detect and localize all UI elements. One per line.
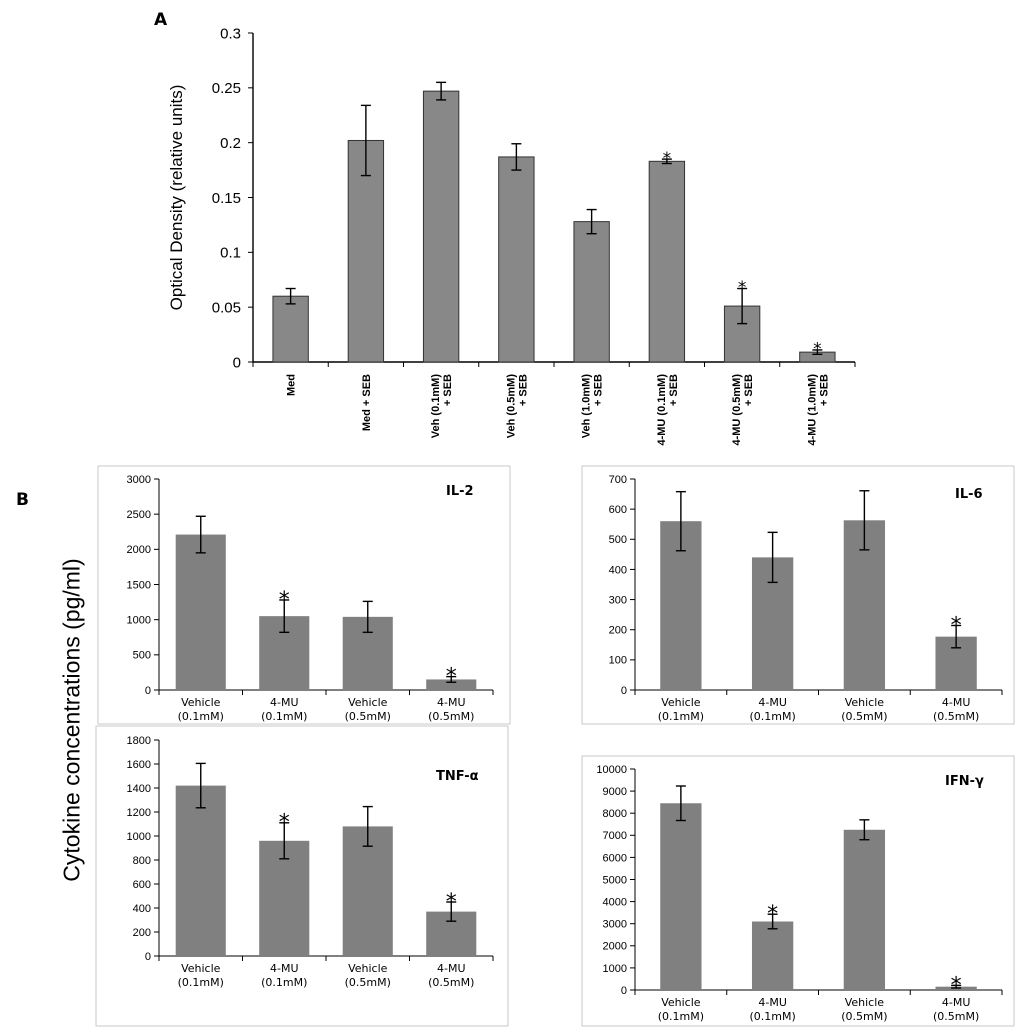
y-tick-label: 5000 <box>602 874 627 887</box>
significance-star: * <box>950 613 962 639</box>
y-tick-label: 1200 <box>126 806 151 819</box>
y-tick-label: 3000 <box>126 473 151 486</box>
y-tick-label: 1500 <box>126 579 151 592</box>
x-category-label: 4-MU <box>758 996 787 1009</box>
x-category-label: 4-MU <box>436 962 466 975</box>
significance-star: * <box>278 810 290 836</box>
y-tick-label: 400 <box>608 564 627 577</box>
x-category-label-line: + SEB <box>743 374 756 407</box>
y-axis-label: Optical Density (relative units) <box>167 84 186 311</box>
x-category-label: 4-MU <box>269 962 299 975</box>
x-category-label: (0.5mM) <box>428 976 475 989</box>
bar <box>844 830 885 990</box>
x-category-label-line: + SEB <box>818 374 831 407</box>
x-category-label-line: Veh (1.0mM) <box>580 374 593 439</box>
x-category-label: (0.5mM) <box>841 1010 888 1023</box>
x-category-label: 4-MU <box>941 996 971 1009</box>
y-tick-label: 1600 <box>126 758 151 771</box>
bar <box>660 803 701 990</box>
x-category-label: 4-MU <box>941 696 971 709</box>
x-category-label: Vehicle <box>181 696 221 709</box>
x-category-label: 4-MU <box>269 696 299 709</box>
y-tick-label: 4000 <box>602 896 627 909</box>
x-category-label: (0.1mM) <box>177 710 224 723</box>
x-category-label-line: + SEB <box>667 374 680 407</box>
x-category-label-line: Med <box>285 374 298 396</box>
y-tick-label: 500 <box>132 649 151 662</box>
significance-star: * <box>950 973 962 999</box>
chart-title: IL-6 <box>955 487 983 502</box>
x-category-label: (0.1mM) <box>177 976 224 989</box>
shared-y-axis-label-text: Cytokine concentrations (pg/ml) <box>58 558 85 882</box>
significance-star: * <box>445 889 457 915</box>
x-category-label: (0.5mM) <box>428 710 475 723</box>
y-tick-label: 9000 <box>602 785 627 798</box>
y-tick-label: 0.15 <box>211 189 241 207</box>
y-tick-label: 0 <box>144 684 151 697</box>
x-category-label-line: + SEB <box>517 374 530 407</box>
y-tick-label: 500 <box>608 534 627 547</box>
x-category-label: (0.1mM) <box>749 710 796 723</box>
x-category-label: (0.1mM) <box>261 976 308 989</box>
significance-star: * <box>662 148 672 169</box>
x-category-label-line: 4-MU (1.0mM) <box>806 374 819 446</box>
y-tick-label: 1800 <box>126 734 151 747</box>
y-tick-label: 0.2 <box>220 134 241 152</box>
y-tick-label: 0 <box>620 984 627 997</box>
y-tick-label: 1400 <box>126 782 151 795</box>
y-tick-label: 8000 <box>602 808 627 821</box>
x-category-label: Vehicle <box>348 962 388 975</box>
x-category-label: (0.5mM) <box>932 1010 980 1023</box>
y-tick-label: 2000 <box>126 544 151 557</box>
significance-star: * <box>813 339 822 360</box>
x-category-label: Vehicle <box>844 996 885 1009</box>
x-category-label: (0.1mM) <box>749 1010 796 1023</box>
y-tick-label: 3000 <box>602 918 627 931</box>
x-category-label: (0.1mM) <box>261 710 308 723</box>
x-category-label: (0.1mM) <box>657 710 705 723</box>
y-tick-label: 1000 <box>602 962 627 975</box>
y-tick-label: 7000 <box>602 830 627 843</box>
x-category-label: 4-MU <box>436 696 466 709</box>
bar <box>752 921 793 990</box>
y-tick-label: 10000 <box>596 763 627 776</box>
y-tick-label: 400 <box>132 902 151 915</box>
y-tick-label: 200 <box>608 624 627 637</box>
chart-title: TNF-α <box>436 769 479 784</box>
chart-title: IL-2 <box>446 484 474 499</box>
x-category-label-line: + SEB <box>592 374 605 407</box>
y-tick-label: 100 <box>608 654 627 667</box>
x-category-label: Vehicle <box>844 696 885 709</box>
y-tick-label: 600 <box>608 503 627 516</box>
x-category-label: (0.5mM) <box>841 710 888 723</box>
x-category-label: (0.1mM) <box>657 1010 705 1023</box>
y-tick-label: 0 <box>232 354 241 372</box>
y-tick-label: 1000 <box>126 830 151 843</box>
x-category-label: (0.5mM) <box>344 976 391 989</box>
y-tick-label: 0.05 <box>211 299 241 317</box>
y-tick-label: 2000 <box>602 940 627 953</box>
x-category-label: Vehicle <box>181 962 221 975</box>
y-tick-label: 600 <box>132 878 151 891</box>
x-category-label-line: 4-MU (0.1mM) <box>655 374 668 446</box>
y-tick-label: 0 <box>620 684 627 697</box>
x-category-label: 4-MU <box>758 696 787 709</box>
x-category-label: Vehicle <box>661 996 701 1009</box>
x-category-label: (0.5mM) <box>932 710 980 723</box>
y-tick-label: 700 <box>608 473 627 486</box>
y-tick-label: 0 <box>144 950 151 963</box>
x-category-label: Vehicle <box>348 696 388 709</box>
x-category-label-line: + SEB <box>442 374 455 407</box>
y-tick-label: 0.1 <box>220 244 241 262</box>
chart-title: IFN-γ <box>945 774 984 789</box>
y-tick-label: 0.25 <box>211 80 241 98</box>
y-tick-label: 200 <box>132 926 151 939</box>
chart-frame <box>582 756 1014 1026</box>
panel-letter-b: B <box>16 490 29 510</box>
x-category-label: Vehicle <box>661 696 701 709</box>
x-category-label-line: Veh (0.1mM) <box>430 374 443 439</box>
significance-star: * <box>445 664 457 690</box>
significance-star: * <box>767 902 779 928</box>
y-tick-label: 1000 <box>126 614 151 627</box>
panel-letter-a: A <box>154 10 168 30</box>
x-category-label-line: Veh (0.5mM) <box>505 374 518 439</box>
y-tick-label: 0.3 <box>220 25 241 43</box>
y-tick-label: 2500 <box>126 509 151 522</box>
y-tick-label: 300 <box>608 594 627 607</box>
significance-star: * <box>737 278 747 299</box>
x-category-label-line: Med + SEB <box>360 374 373 432</box>
y-tick-label: 800 <box>132 854 151 867</box>
significance-star: * <box>278 587 290 613</box>
y-tick-label: 6000 <box>602 852 627 865</box>
x-category-label-line: 4-MU (0.5mM) <box>731 374 744 446</box>
x-category-label: (0.5mM) <box>344 710 391 723</box>
